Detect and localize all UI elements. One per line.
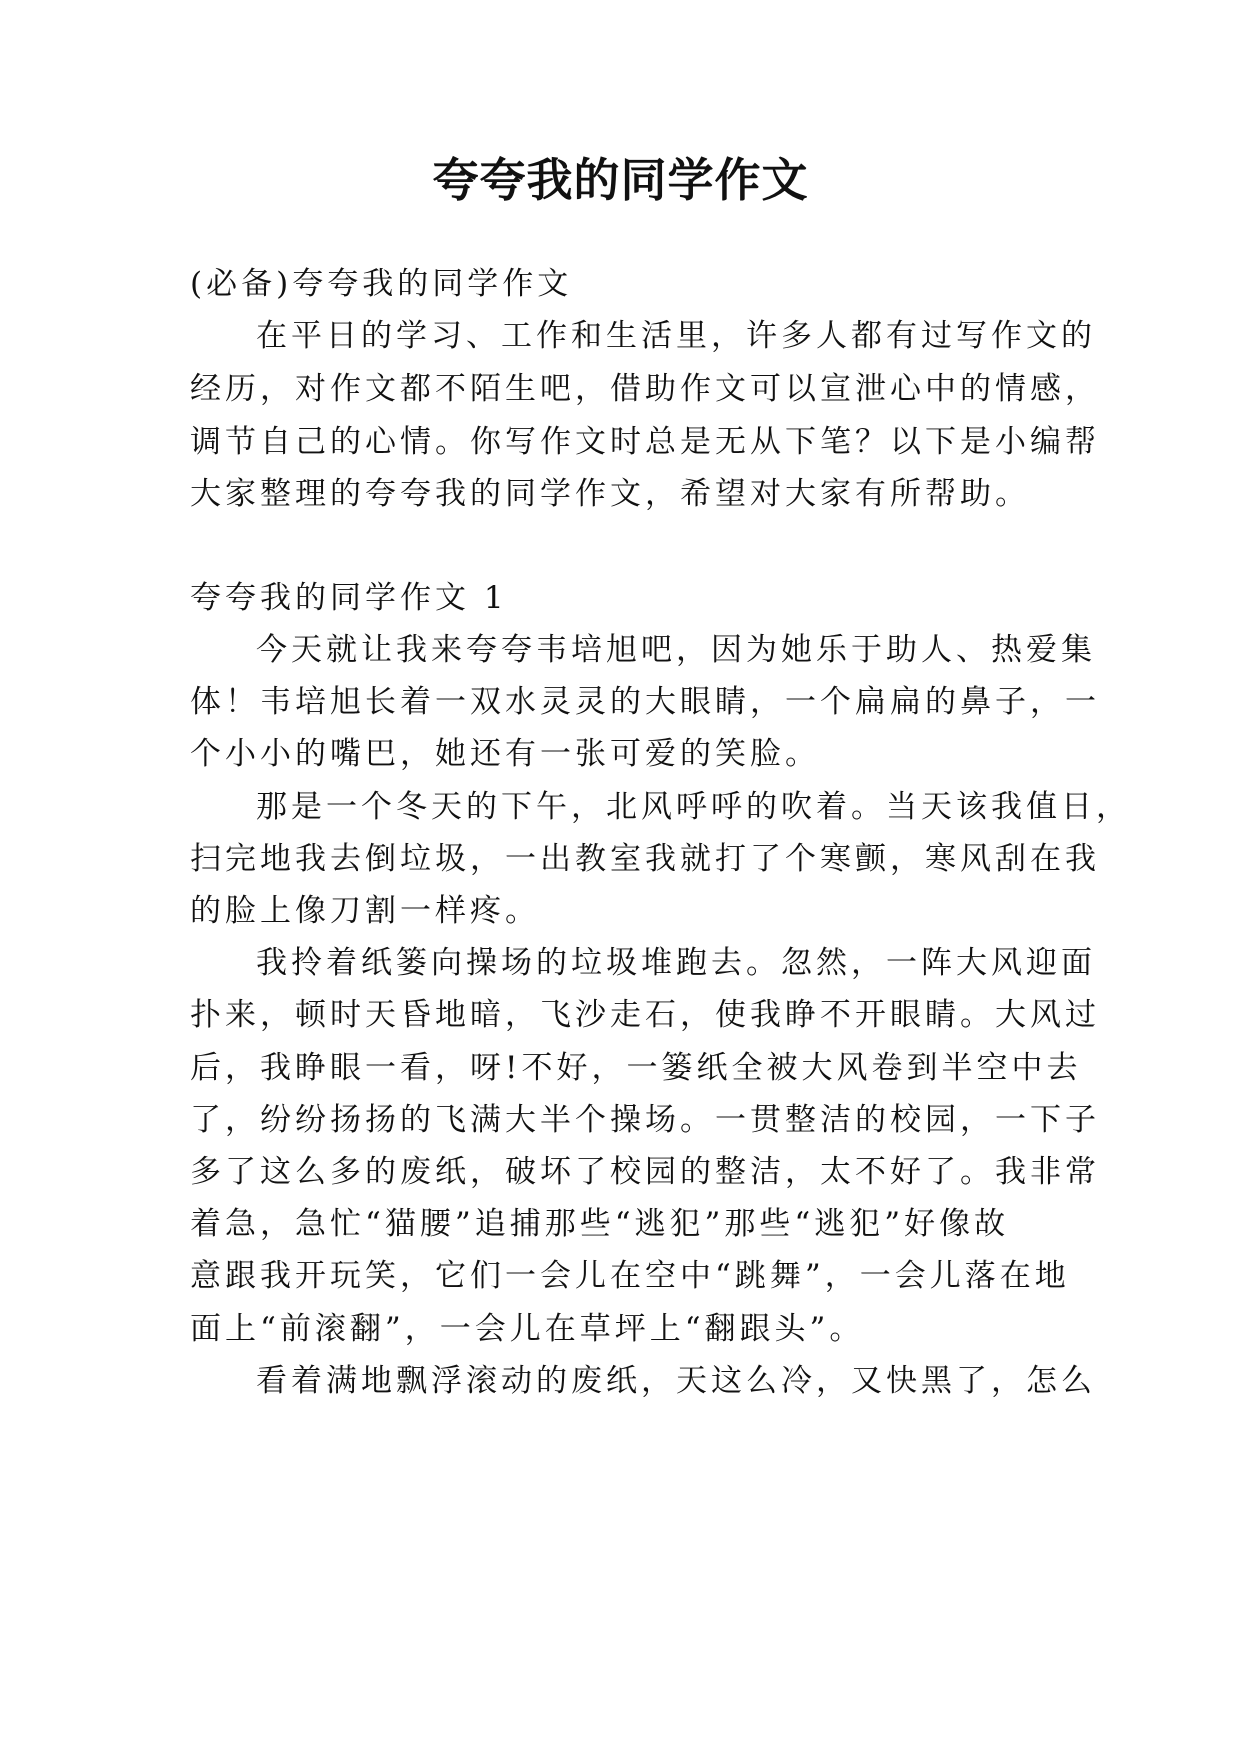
paragraph-line: 看着满地飘浮滚动的废纸，天这么冷，又快黑了，怎么 xyxy=(256,1363,1096,1399)
paragraph-line: 我拎着纸篓向操场的垃圾堆跑去。忽然，一阵大风迎面 xyxy=(256,945,1096,981)
paragraph-line: 今天就让我来夸夸韦培旭吧，因为她乐于助人、热爱集 xyxy=(256,632,1096,668)
intro-line: 在平日的学习、工作和生活里，许多人都有过写作文的 xyxy=(256,318,1096,354)
paragraph-line: 着急，急忙“猫腰”追捕那些“逃犯”那些“逃犯”好像故 xyxy=(190,1206,1010,1242)
intro-line: 大家整理的夸夸我的同学作文，希望对大家有所帮助。 xyxy=(190,476,1030,512)
paragraph-line: 体！韦培旭长着一双水灵灵的大眼睛，一个扁扁的鼻子，一 xyxy=(190,684,1100,720)
paragraph-line: 后，我睁眼一看，呀!不好，一篓纸全被大风卷到半空中去 xyxy=(190,1050,1082,1086)
paragraph-line: 扑来，顿时天昏地暗，飞沙走石，使我睁不开眼睛。大风过 xyxy=(190,997,1100,1033)
paragraph-line: 了，纷纷扬扬的飞满大半个操场。一贯整洁的校园，一下子 xyxy=(190,1102,1100,1138)
intro-line: 调节自己的心情。你写作文时总是无从下笔？以下是小编帮 xyxy=(190,424,1100,460)
paragraph-line: 意跟我开玩笑，它们一会儿在空中“跳舞”，一会儿落在地 xyxy=(190,1258,1070,1294)
paragraph-line: 的脸上像刀割一样疼。 xyxy=(190,893,540,929)
section-heading: 夸夸我的同学作文 1 xyxy=(190,580,508,616)
paragraph-line: 个小小的嘴巴，她还有一张可爱的笑脸。 xyxy=(190,736,820,772)
intro-line: 经历，对作文都不陌生吧，借助作文可以宣泄心中的情感， xyxy=(190,371,1100,407)
document-subtitle: (必备)夸夸我的同学作文 xyxy=(190,266,573,302)
paragraph-line: 那是一个冬天的下午，北风呼呼的吹着。当天该我值日， xyxy=(256,789,1131,825)
paragraph-line: 面上“前滚翻”，一会儿在草坪上“翻跟头”。 xyxy=(190,1311,865,1347)
document-title: 夸夸我的同学作文 xyxy=(432,153,809,207)
paragraph-line: 扫完地我去倒垃圾，一出教室我就打了个寒颤，寒风刮在我 xyxy=(190,841,1100,877)
paragraph-line: 多了这么多的废纸，破坏了校园的整洁，太不好了。我非常 xyxy=(190,1154,1100,1190)
